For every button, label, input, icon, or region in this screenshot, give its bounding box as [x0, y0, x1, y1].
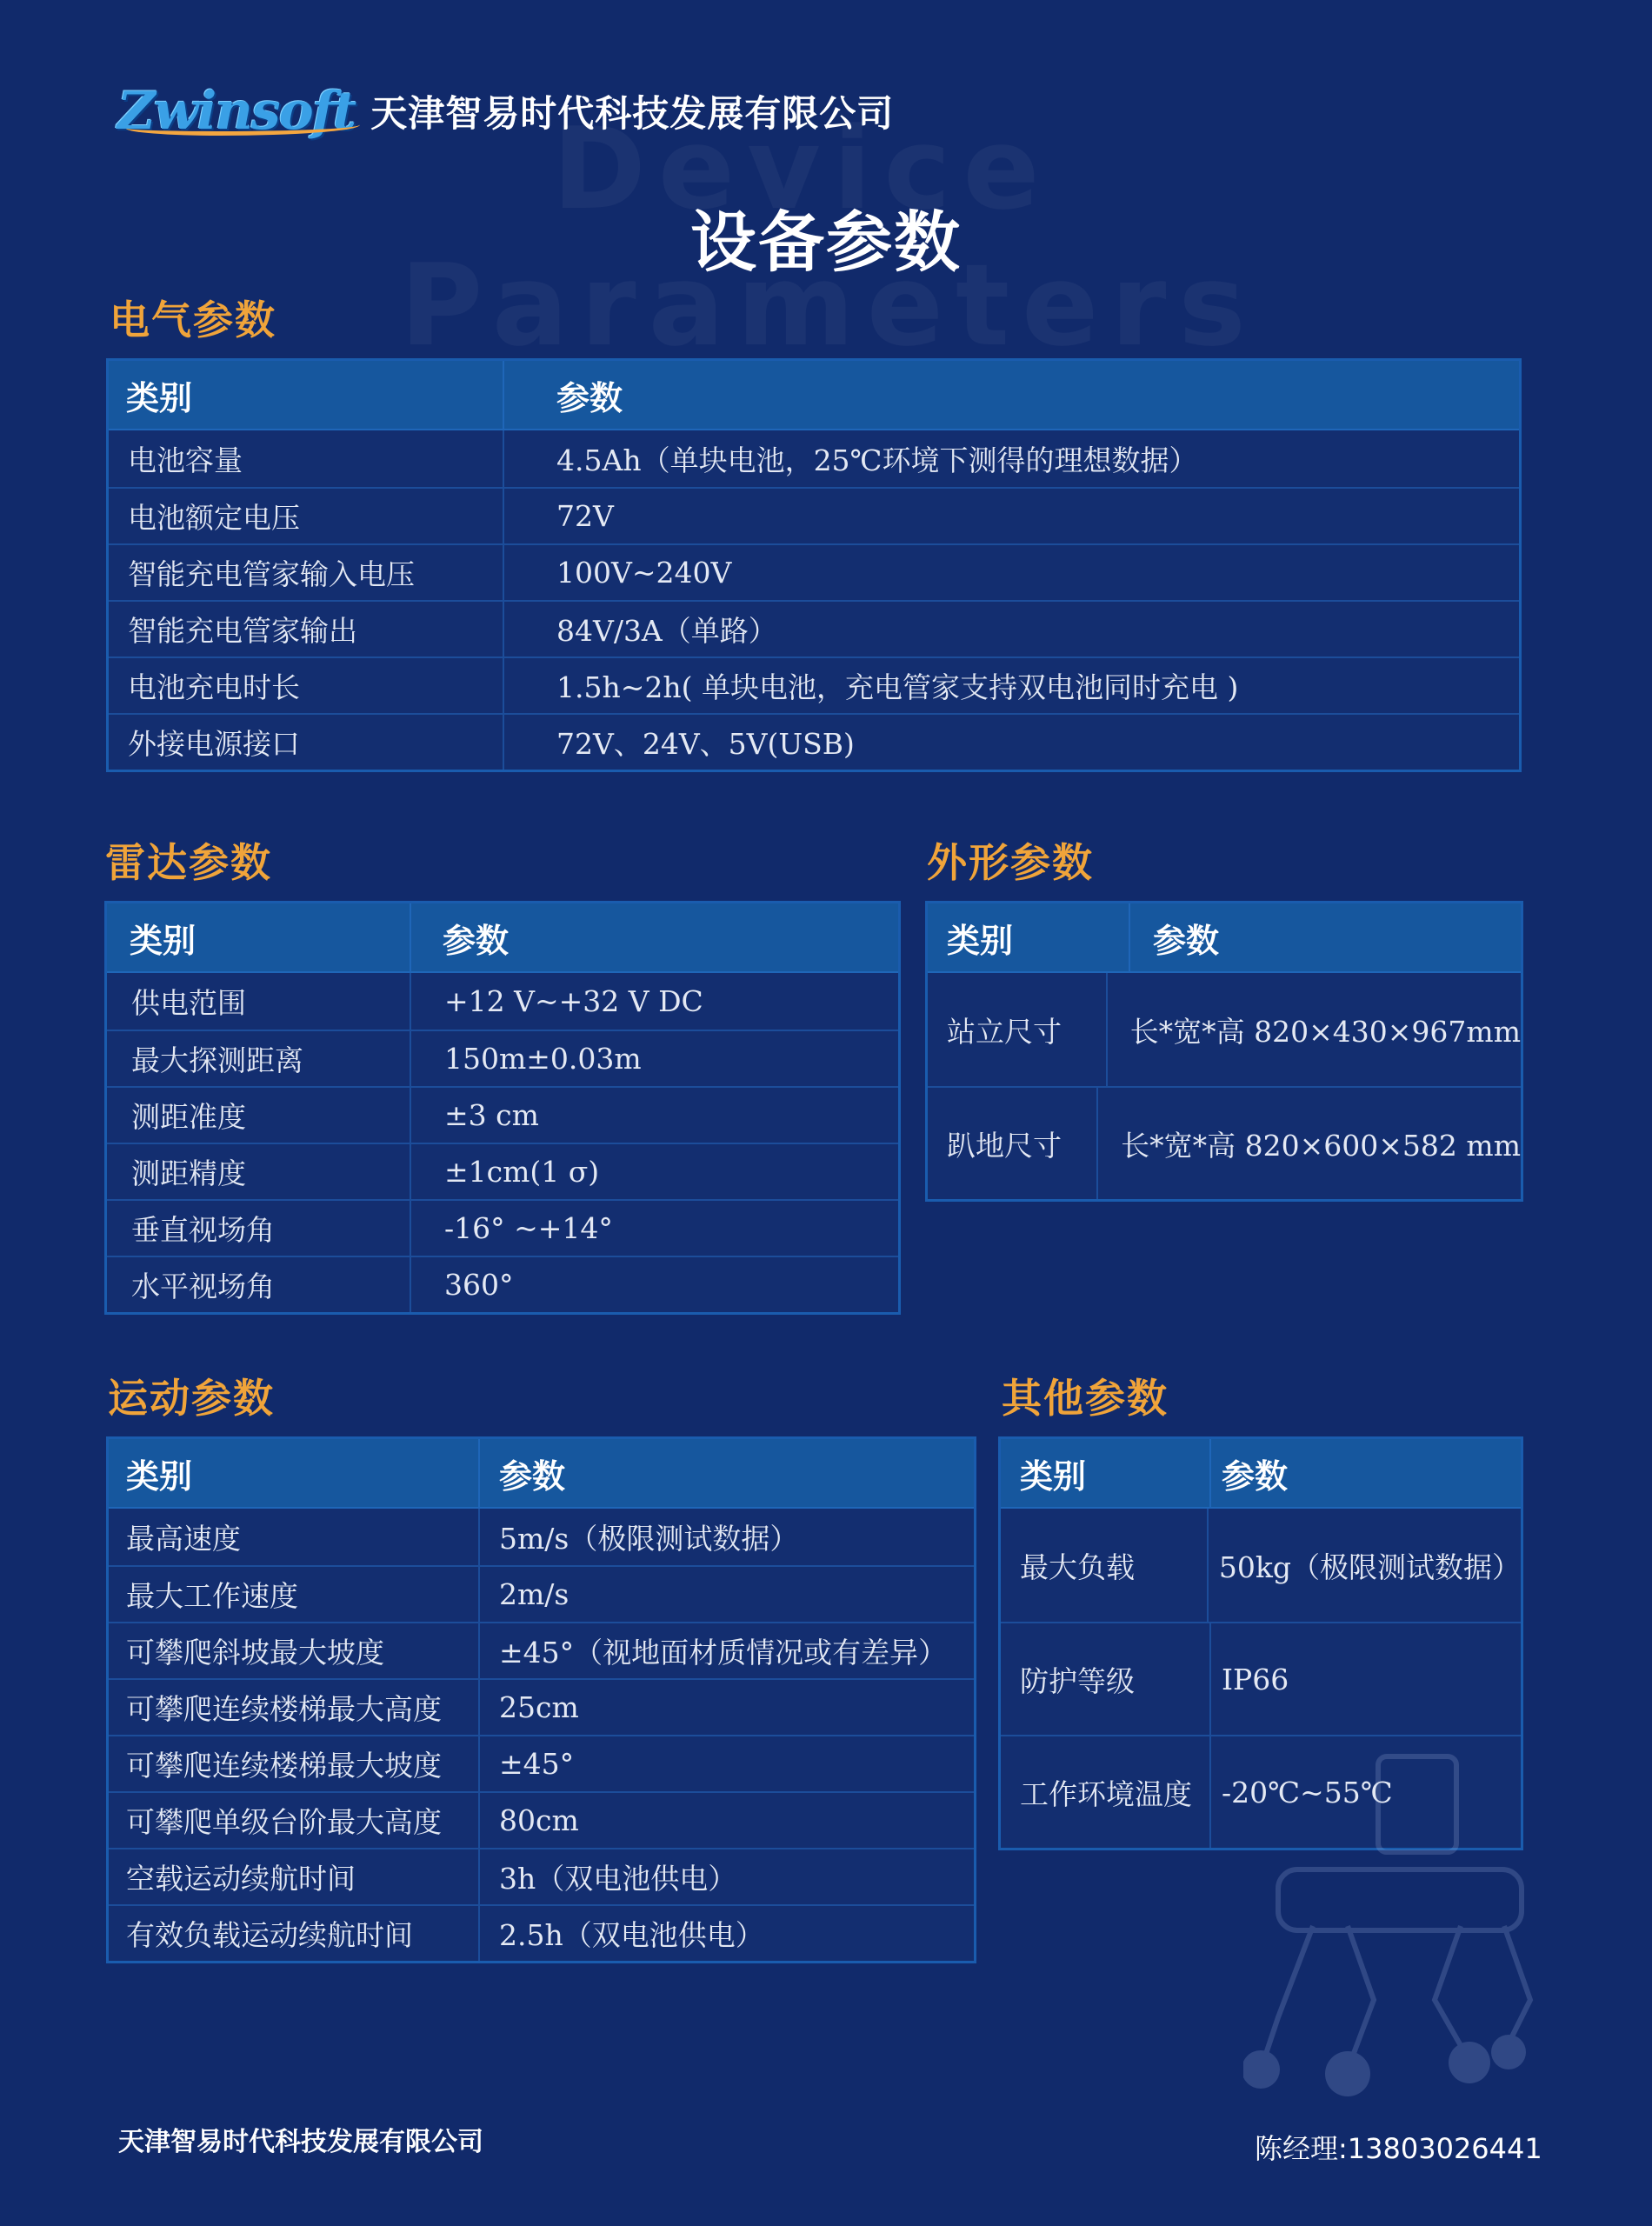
- cell-parameter: 100V~240V: [556, 556, 732, 590]
- header-category: 类别: [928, 903, 1130, 971]
- table-row: [107, 1143, 898, 1199]
- cell-category: 防护等级: [1001, 1623, 1211, 1735]
- cell-parameter: IP66: [1222, 1662, 1289, 1696]
- section-title-shape: 外形参数: [927, 839, 1094, 886]
- footer-company: 天津智易时代科技发展有限公司: [118, 2127, 483, 2157]
- cell-parameter: 360°: [444, 1268, 514, 1302]
- cell-parameter: 80cm: [499, 1803, 579, 1837]
- cell-parameter: 72V: [556, 499, 614, 533]
- header-parameter: 参数: [1153, 920, 1220, 960]
- radar-table: [104, 901, 901, 1315]
- cell-category: 水平视场角: [107, 1257, 411, 1312]
- cell-category: 智能充电管家输出: [109, 602, 504, 656]
- section-title-other: 其他参数: [1002, 1375, 1169, 1422]
- table-row: [928, 973, 1521, 1086]
- zwinsoft-logo: Zwinsoft: [117, 85, 355, 137]
- cell-parameter: 1.5h~2h( 单块电池，充电管家支持双电池同时充电 ): [556, 670, 1239, 704]
- cell-category: 最大负载: [1001, 1509, 1209, 1622]
- cell-parameter: 150m±0.03m: [444, 1042, 642, 1076]
- cell-category: 智能充电管家输入电压: [109, 545, 504, 600]
- cell-category: 最大探测距离: [107, 1031, 411, 1086]
- cell-parameter: 72V、24V、5V(USB): [556, 727, 855, 761]
- cell-parameter: 84V/3A（单路）: [556, 614, 777, 648]
- header-category: 类别: [109, 361, 504, 429]
- cell-parameter: ±1cm(1 σ): [444, 1155, 600, 1189]
- header-parameter: 参数: [499, 1456, 566, 1496]
- table-row: [109, 1791, 974, 1848]
- cell-category: 可攀爬连续楼梯最大坡度: [109, 1736, 480, 1791]
- cell-parameter: 3h（双电池供电）: [499, 1862, 737, 1896]
- table-row: [109, 487, 1519, 543]
- cell-parameter: 2.5h（双电池供电）: [499, 1918, 764, 1952]
- cell-parameter: 2m/s: [499, 1577, 570, 1611]
- cell-category: 测距准度: [107, 1088, 411, 1143]
- table-row: [109, 430, 1519, 487]
- table-row: [1001, 1509, 1521, 1622]
- cell-parameter: 5m/s（极限测试数据）: [499, 1522, 799, 1556]
- section-title-radar: 雷达参数: [105, 839, 272, 886]
- cell-category: 最大工作速度: [109, 1567, 480, 1622]
- table-row: [109, 713, 1519, 770]
- table-row: [109, 1904, 974, 1961]
- header-category: 类别: [109, 1439, 480, 1507]
- table-row: [109, 1678, 974, 1735]
- table-header: [109, 1439, 974, 1509]
- cell-category: 可攀爬连续楼梯最大高度: [109, 1680, 480, 1735]
- cell-parameter: 长*宽*高 820×600×582 mm: [1121, 1128, 1521, 1163]
- table-row: [109, 1848, 974, 1904]
- page-title: 设备参数: [690, 203, 962, 281]
- table-row: [107, 1086, 898, 1143]
- cell-category: 趴地尺寸: [928, 1088, 1098, 1199]
- cell-category: 最高速度: [109, 1509, 480, 1565]
- table-row: [107, 1030, 898, 1086]
- cell-parameter: 4.5Ah（单块电池，25℃环境下测得的理想数据）: [556, 443, 1198, 477]
- cell-parameter: 长*宽*高 820×430×967mm: [1129, 1014, 1521, 1049]
- cell-parameter: ±3 cm: [444, 1098, 539, 1132]
- table-row: [107, 973, 898, 1030]
- company-name-header: 天津智易时代科技发展有限公司: [370, 92, 895, 135]
- cell-category: 工作环境温度: [1001, 1736, 1211, 1848]
- table-row: [109, 1509, 974, 1565]
- table-row: [109, 543, 1519, 600]
- table-row: [109, 1622, 974, 1678]
- cell-category: 供电范围: [107, 973, 411, 1030]
- table-row: [1001, 1622, 1521, 1735]
- table-header: [1001, 1439, 1521, 1509]
- cell-category: 可攀爬单级台阶最大高度: [109, 1793, 480, 1848]
- cell-parameter: +12 V~+32 V DC: [444, 984, 703, 1018]
- header-category: 类别: [1001, 1439, 1211, 1507]
- cell-category: 可攀爬斜坡最大坡度: [109, 1623, 480, 1678]
- shape-table: [925, 901, 1523, 1202]
- header-parameter: 参数: [443, 920, 510, 960]
- header-parameter: 参数: [1222, 1456, 1289, 1496]
- table-header: [109, 361, 1519, 430]
- robot-dog-illustration: [1243, 1739, 1556, 2104]
- cell-category: 外接电源接口: [109, 715, 504, 770]
- cell-parameter: -16° ~+14°: [444, 1211, 613, 1245]
- table-header: [107, 903, 898, 973]
- table-row: [107, 1199, 898, 1256]
- electrical-table: [106, 358, 1522, 772]
- cell-category: 电池容量: [109, 430, 504, 487]
- footer-contact: 陈经理:13803026441: [1255, 2132, 1542, 2165]
- header-parameter: 参数: [556, 377, 623, 417]
- cell-parameter: ±45°（视地面材质情况或有差异）: [499, 1636, 948, 1670]
- table-row: [109, 656, 1519, 713]
- cell-parameter: 50kg（极限测试数据）: [1218, 1550, 1521, 1584]
- section-title-electrical: 电气参数: [110, 297, 276, 343]
- table-header: [928, 903, 1521, 973]
- cell-category: 电池充电时长: [109, 658, 504, 713]
- cell-category: 站立尺寸: [928, 973, 1108, 1086]
- motion-table: [106, 1436, 976, 1963]
- cell-category: 有效负载运动续航时间: [109, 1906, 480, 1961]
- cell-category: 测距精度: [107, 1144, 411, 1199]
- cell-parameter: 25cm: [499, 1690, 579, 1724]
- cell-category: 垂直视场角: [107, 1201, 411, 1256]
- table-row: [109, 600, 1519, 656]
- table-row: [928, 1086, 1521, 1199]
- cell-parameter: -20℃~55℃: [1222, 1775, 1393, 1809]
- cell-parameter: ±45°: [499, 1747, 575, 1781]
- table-row: [109, 1565, 974, 1622]
- table-row: [109, 1735, 974, 1791]
- header-category: 类别: [107, 903, 411, 971]
- cell-category: 空载运动续航时间: [109, 1849, 480, 1904]
- section-title-motion: 运动参数: [108, 1375, 275, 1422]
- table-row: [107, 1256, 898, 1312]
- cell-category: 电池额定电压: [109, 489, 504, 543]
